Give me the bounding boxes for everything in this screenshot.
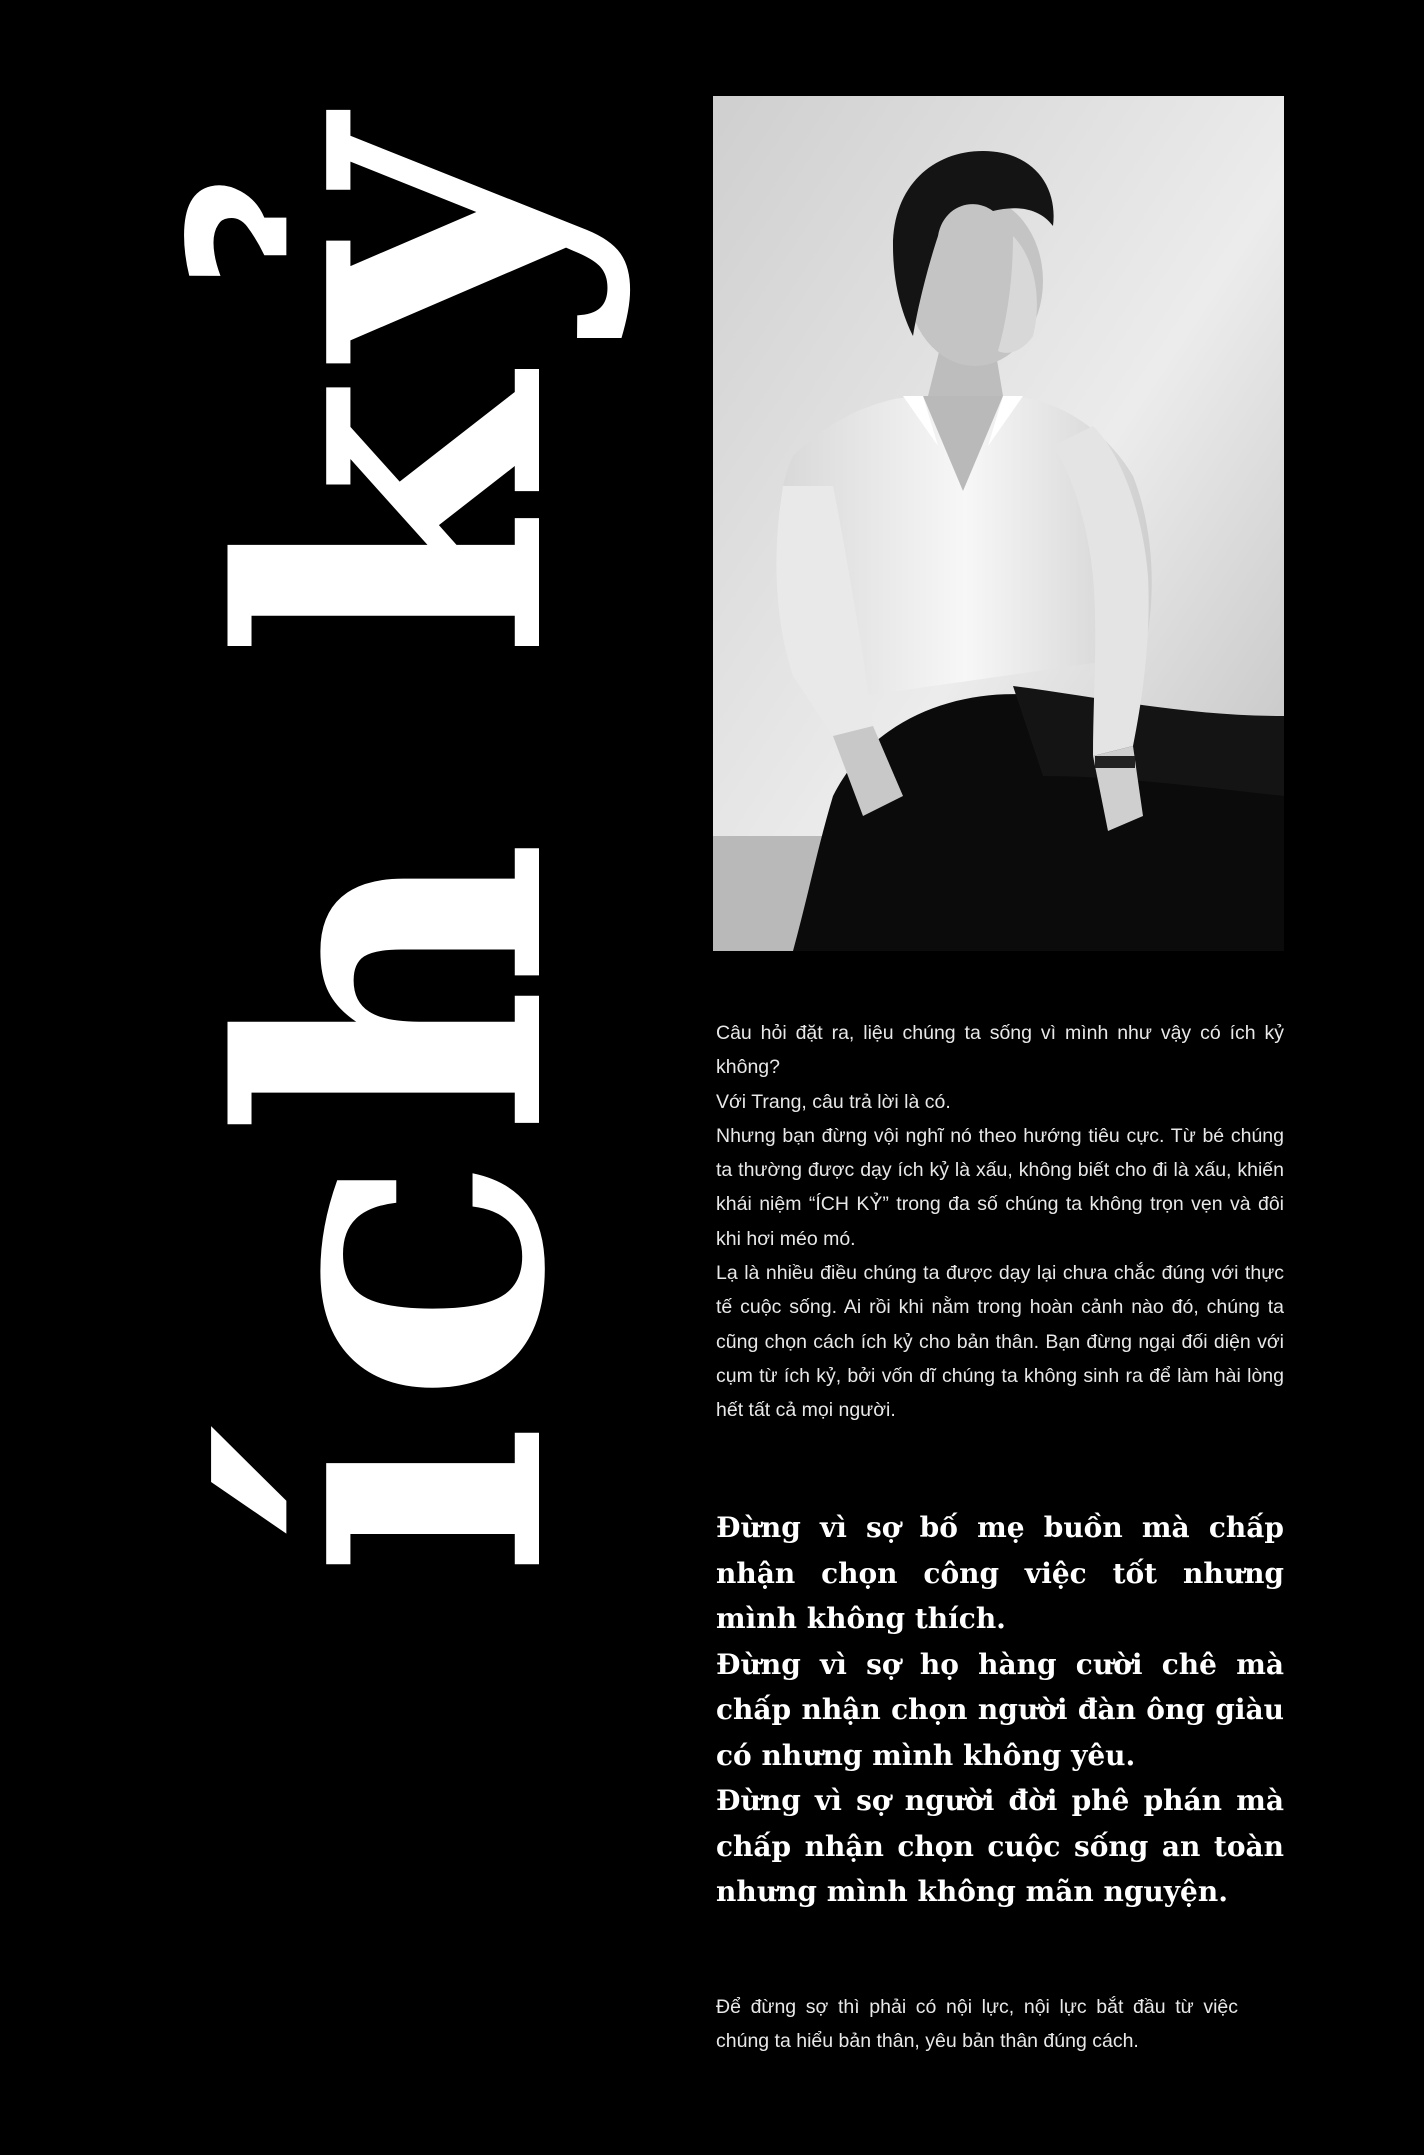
body-paragraph: Câu hỏi đặt ra, liệu chúng ta sống vì mình như vậy có ích kỷ không? <box>716 1022 1284 1079</box>
closing-text <box>716 1990 1238 2058</box>
closing-paragraph: Để đừng sợ thì phải có nội lực, nội lực bắt đầu từ việc chúng ta hiểu bản thân, yêu bản thân đúng cách. <box>716 1996 1238 2052</box>
quote-line: Đừng vì sợ người đời phê phán mà chấp nhận chọn cuộc sống an toàn nhưng mình không mãn nguyện. <box>716 1784 1284 1908</box>
body-text <box>716 1016 1284 1428</box>
quote-line: Đừng vì sợ bố mẹ buồn mà chấp nhận chọn công việc tốt nhưng mình không thích. <box>716 1511 1284 1635</box>
quote-line: Đừng vì sợ họ hàng cười chê mà chấp nhận chọn người đàn ông giàu có nhưng mình không yêu. <box>716 1647 1284 1772</box>
body-paragraph: Với Trang, câu trả lời là có. <box>716 1090 951 1113</box>
pull-quote <box>716 1505 1284 1915</box>
portrait-photo-icon <box>713 96 1284 951</box>
vertical-title-block <box>110 100 680 1580</box>
portrait-photo <box>713 96 1284 951</box>
body-paragraph: Lạ là nhiều điều chúng ta được dạy lại chưa chắc đúng với thực tế cuộc sống. Ai rồi khi nằm trong hoàn cảnh nào đó, chúng ta cũng chọn cách ích kỷ cho bản thân. Bạn đừng ngại đối diện với cụm từ ích kỷ, bởi vốn dĩ chúng ta không sinh ra để làm hài lòng hết tất cả mọi người. <box>716 1262 1284 1422</box>
body-paragraph: Nhưng bạn đừng vội nghĩ nó theo hướng tiêu cực. Từ bé chúng ta thường được dạy ích kỷ là xấu, không biết cho đi là xấu, khiến khái niệm “ÍCH KỶ” trong đa số chúng ta không trọn vẹn và đôi khi hơi méo mó. <box>716 1124 1284 1250</box>
page-title: ích kỷ <box>154 101 636 1579</box>
